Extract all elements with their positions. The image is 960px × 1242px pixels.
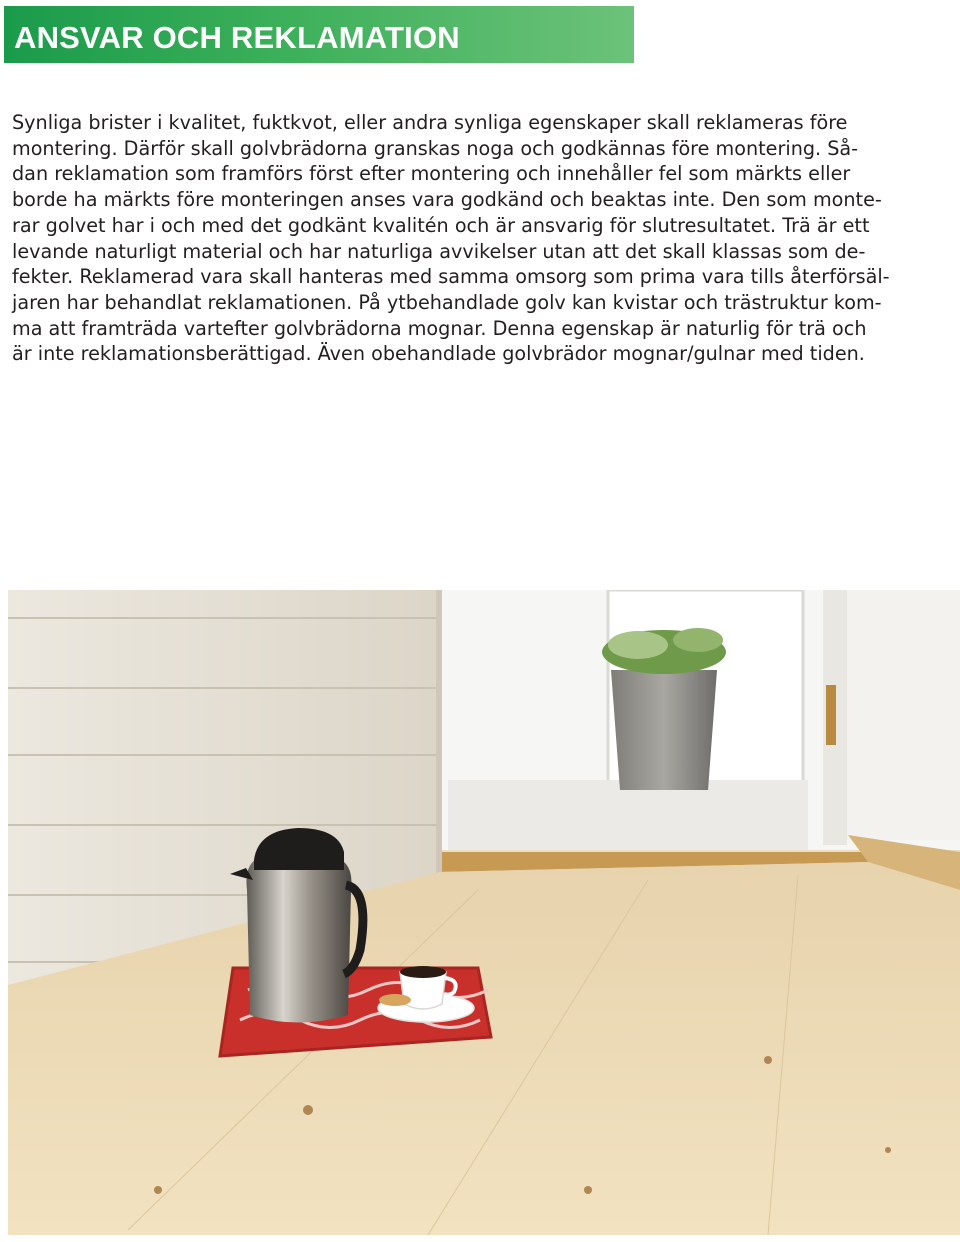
- body-line: fekter. Reklamerad vara skall hanteras med samma omsorg som prima vara tills återförsäl-: [12, 265, 890, 289]
- body-line: Synliga brister i kvalitet, fuktkvot, eller andra synliga egenskaper skall reklameras före: [12, 111, 848, 134]
- body-line: montering. Därför skall golvbrädorna granskas noga och godkännas före montering. Så-: [12, 136, 859, 160]
- header-bar: [4, 6, 634, 63]
- body-line: rar golvet har i och med det godkänt kvalitén och är ansvarig för slutresultatet. Trä är ett: [12, 213, 870, 237]
- body-line: jaren har behandlat reklamationen. På ytbehandlade golv kan kvistar och trästruktur kom-: [12, 290, 882, 314]
- body-paragraph: [12, 110, 952, 367]
- interior-photo: [8, 590, 960, 1235]
- page-title: ANSVAR OCH REKLAMATION: [14, 20, 460, 55]
- body-line: borde ha märkts före monteringen anses vara godkänd och beaktas inte. Den som monte-: [12, 188, 882, 212]
- body-line: dan reklamation som framförs först efter montering och innehåller fel som märkts eller: [12, 162, 851, 186]
- body-line: levande naturligt material och har naturliga avvikelser utan att det skall klassas som de-: [12, 239, 866, 263]
- body-line: ma att framträda vartefter golvbrädorna mognar. Denna egenskap är naturlig för trä och: [12, 316, 867, 340]
- body-line: är inte reklamationsberättigad. Även obehandlade golvbrädor mognar/gulnar med tiden.: [12, 342, 865, 366]
